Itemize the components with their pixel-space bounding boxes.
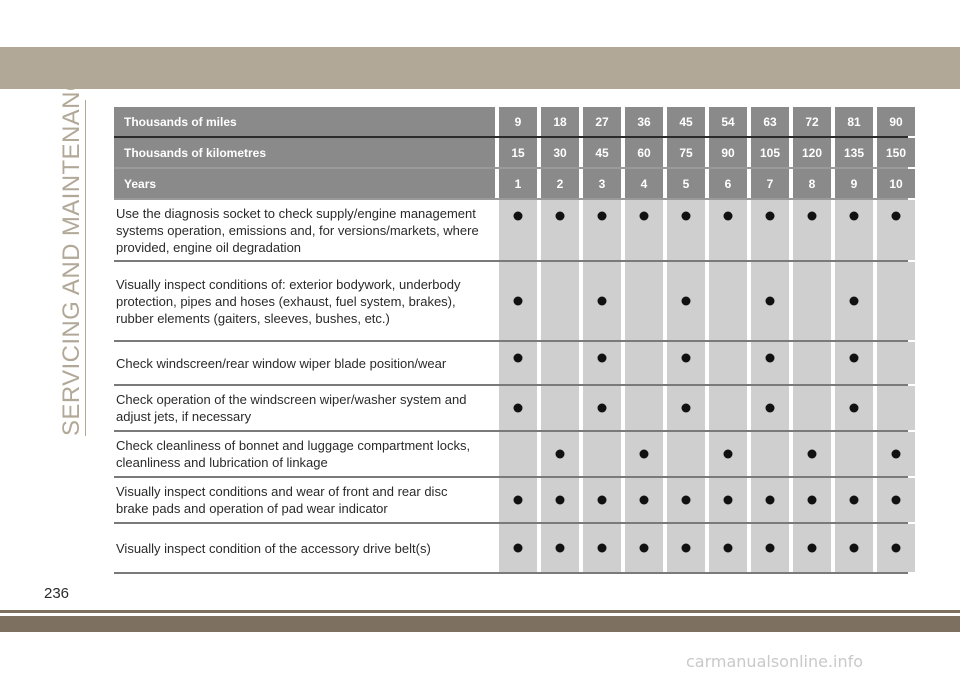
bullet-dot [892,212,901,221]
schedule-cell [499,386,537,430]
header-cell: 63 [751,107,789,136]
header-cell: 1 [499,169,537,198]
schedule-cell [499,342,537,384]
bullet-dot [514,544,523,553]
schedule-cell [667,386,705,430]
footer-band [0,616,960,632]
schedule-cell [499,200,537,260]
header-cell: 15 [499,138,537,167]
table-row [114,432,908,476]
bullet-dot [850,354,859,363]
schedule-cell [709,386,747,430]
section-divider [85,100,86,436]
schedule-cell [751,432,789,476]
schedule-cell [625,262,663,340]
schedule-cell [583,342,621,384]
bullet-dot [808,450,817,459]
bullet-dot [766,404,775,413]
bullet-dot [598,496,607,505]
schedule-cell [793,200,831,260]
header-cell: 72 [793,107,831,136]
bullet-dot [892,450,901,459]
bullet-dot [556,496,565,505]
schedule-cell [793,432,831,476]
schedule-cell [751,386,789,430]
header-cell: 81 [835,107,873,136]
schedule-cell [751,478,789,522]
bullet-dot [682,212,691,221]
bullet-dot [514,496,523,505]
bullet-dot [808,496,817,505]
bullet-dot [640,212,649,221]
bullet-dot [850,496,859,505]
schedule-cell [793,478,831,522]
schedule-cell [583,478,621,522]
schedule-cell [667,342,705,384]
header-cell: 45 [667,107,705,136]
schedule-cell [499,524,537,572]
header-band [0,47,960,89]
schedule-cell [793,524,831,572]
schedule-cell [625,478,663,522]
header-cell: 36 [625,107,663,136]
section-title: SERVICING AND MAINTENANCE [58,57,85,436]
schedule-cell [835,386,873,430]
schedule-cell [835,262,873,340]
table-row [114,342,908,384]
schedule-cell [877,432,915,476]
bullet-dot [598,404,607,413]
schedule-cell [877,342,915,384]
bullet-dot [892,496,901,505]
bullet-dot [808,544,817,553]
bullet-dot [766,496,775,505]
table-row [114,386,908,430]
schedule-cell [625,342,663,384]
schedule-cell [499,432,537,476]
header-cell: 54 [709,107,747,136]
schedule-cell [709,262,747,340]
schedule-cell [877,262,915,340]
task-description: Check windscreen/rear window wiper blade position/wear [116,355,447,371]
row-divider [114,572,908,574]
schedule-cell [877,386,915,430]
schedule-cell [835,478,873,522]
schedule-cell [541,200,579,260]
header-row-kilometres [114,138,908,167]
schedule-cell [793,262,831,340]
header-cell: 9 [499,107,537,136]
schedule-cell [541,342,579,384]
schedule-cell [793,386,831,430]
bullet-dot [682,297,691,306]
schedule-cell [667,200,705,260]
schedule-cell [583,200,621,260]
bullet-dot [766,354,775,363]
header-label: Thousands of miles [114,107,495,136]
table-row [114,524,908,572]
schedule-cell [877,524,915,572]
bullet-dot [766,297,775,306]
header-cell: 7 [751,169,789,198]
bullet-dot [850,212,859,221]
bullet-dot [598,354,607,363]
schedule-cell [541,432,579,476]
schedule-cell [709,478,747,522]
schedule-body [114,200,908,574]
schedule-cell [541,524,579,572]
header-cell: 105 [751,138,789,167]
schedule-cell [709,342,747,384]
header-cell: 90 [877,107,915,136]
bullet-dot [514,297,523,306]
schedule-cell [709,432,747,476]
schedule-cell [625,524,663,572]
header-cell: 3 [583,169,621,198]
bullet-dot [724,496,733,505]
bullet-dot [640,450,649,459]
header-cell: 75 [667,138,705,167]
bullet-dot [682,354,691,363]
schedule-cell [835,342,873,384]
bullet-dot [808,212,817,221]
schedule-cell [667,524,705,572]
table-row [114,262,908,340]
schedule-cell [541,386,579,430]
header-cell: 5 [667,169,705,198]
bullet-dot [598,212,607,221]
bullet-dot [556,212,565,221]
table-row [114,200,908,260]
task-description: Check operation of the windscreen wiper/washer system and adjust jets, if necessary [116,392,467,424]
maintenance-schedule-table [114,107,908,574]
schedule-cell [877,200,915,260]
task-description: Check cleanliness of bonnet and luggage compartment locks, cleanliness and lubrication of linkage [116,438,471,470]
schedule-cell [667,432,705,476]
page-number: 236 [44,585,70,602]
schedule-cell [751,200,789,260]
header-cell: 4 [625,169,663,198]
schedule-cell [793,342,831,384]
table-row [114,478,908,522]
bullet-dot [850,404,859,413]
bullet-dot [850,297,859,306]
schedule-cell [667,478,705,522]
header-cell: 120 [793,138,831,167]
bullet-dot [892,544,901,553]
task-description: Use the diagnosis socket to check supply/engine management systems operation, emissions and, for versions/markets, where provided, engine oil degradation [116,205,479,255]
schedule-cell [625,432,663,476]
schedule-cell [541,478,579,522]
task-description: Visually inspect conditions of: exterior bodywork, underbody protection, pipes and hoses (exhaust, fuel system, brakes), rubber elements (gaiters, sleeves, bushes, etc.) [116,276,461,326]
header-cell: 60 [625,138,663,167]
bullet-dot [682,544,691,553]
schedule-cell [583,262,621,340]
bullet-dot [514,354,523,363]
schedule-cell [877,478,915,522]
bullet-dot [640,496,649,505]
schedule-cell [499,478,537,522]
header-row-years [114,169,908,198]
schedule-cell [751,524,789,572]
watermark: carmanualsonline.info [686,652,864,671]
schedule-cell [583,524,621,572]
schedule-cell [625,200,663,260]
schedule-cell [667,262,705,340]
bullet-dot [556,544,565,553]
header-row-miles [114,107,908,136]
bullet-dot [850,544,859,553]
header-cell: 8 [793,169,831,198]
task-description: Visually inspect conditions and wear of front and rear disc brake pads and operation of pad wear indicator [116,484,448,516]
bullet-dot [724,544,733,553]
schedule-cell [835,200,873,260]
schedule-cell [625,386,663,430]
schedule-cell [709,524,747,572]
schedule-cell [583,432,621,476]
bullet-dot [514,404,523,413]
schedule-cell [751,342,789,384]
task-description: Visually inspect condition of the accessory drive belt(s) [116,540,431,556]
bullet-dot [724,450,733,459]
bullet-dot [514,212,523,221]
schedule-cell [835,524,873,572]
header-cell: 6 [709,169,747,198]
footer-rule [0,610,960,613]
bullet-dot [724,212,733,221]
bullet-dot [682,496,691,505]
bullet-dot [598,297,607,306]
header-cell: 10 [877,169,915,198]
header-cell: 90 [709,138,747,167]
header-cell: 45 [583,138,621,167]
header-label: Thousands of kilometres [114,138,495,167]
header-cell: 30 [541,138,579,167]
header-cell: 18 [541,107,579,136]
bullet-dot [682,404,691,413]
header-cell: 9 [835,169,873,198]
schedule-cell [709,200,747,260]
header-label: Years [114,169,495,198]
bullet-dot [556,450,565,459]
bullet-dot [766,212,775,221]
schedule-cell [583,386,621,430]
header-cell: 135 [835,138,873,167]
header-cell: 150 [877,138,915,167]
schedule-cell [541,262,579,340]
bullet-dot [598,544,607,553]
schedule-cell [835,432,873,476]
schedule-cell [751,262,789,340]
bullet-dot [766,544,775,553]
header-cell: 2 [541,169,579,198]
schedule-cell [499,262,537,340]
bullet-dot [640,544,649,553]
header-cell: 27 [583,107,621,136]
